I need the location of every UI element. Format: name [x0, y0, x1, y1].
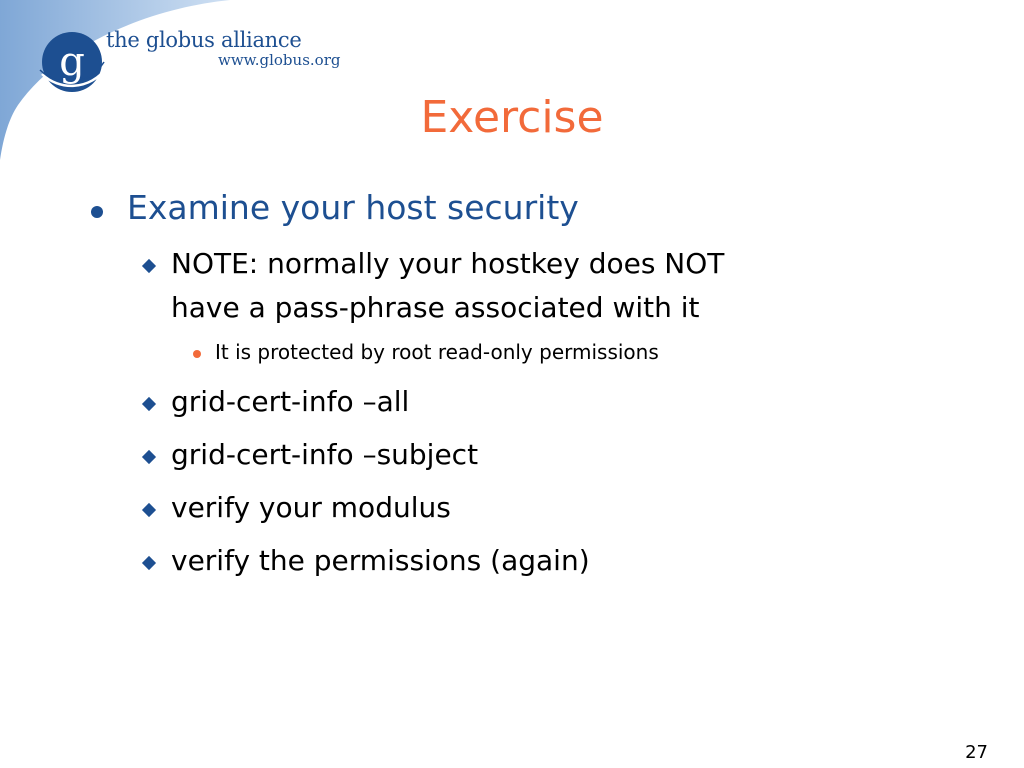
sub-bullet-grid-cert-info-subject: grid-cert-info –subject — [171, 438, 479, 471]
diamond-bullet-icon — [142, 259, 156, 273]
sub-bullet-verify-permissions: verify the permissions (again) — [171, 544, 590, 577]
sub-bullet-note-line-2: have a pass-phrase associated with it — [171, 291, 700, 324]
page-number: 27 — [965, 742, 988, 763]
diamond-bullet-icon — [142, 556, 156, 570]
logo-name: the globus alliance — [106, 28, 302, 52]
diamond-bullet-icon — [142, 397, 156, 411]
diamond-bullet-icon — [142, 450, 156, 464]
slide-title: Exercise — [420, 92, 604, 143]
sub-sub-bullet-root-permissions: It is protected by root read-only permissions — [215, 340, 659, 364]
sub-bullet-verify-modulus: verify your modulus — [171, 491, 451, 524]
corner-swoosh-decoration — [0, 0, 240, 170]
sub-bullet-note-line-1: NOTE: normally your hostkey does NOT — [171, 247, 725, 280]
logo-letter: g — [59, 39, 85, 85]
diamond-bullet-icon — [142, 503, 156, 517]
orange-dot-icon — [193, 350, 201, 358]
bullet-dot-icon — [91, 206, 103, 218]
globus-logo-icon — [38, 26, 110, 98]
bullet-examine-host-security: Examine your host security — [127, 188, 579, 227]
logo-url: www.globus.org — [218, 51, 341, 69]
sub-bullet-grid-cert-info-all: grid-cert-info –all — [171, 385, 410, 418]
